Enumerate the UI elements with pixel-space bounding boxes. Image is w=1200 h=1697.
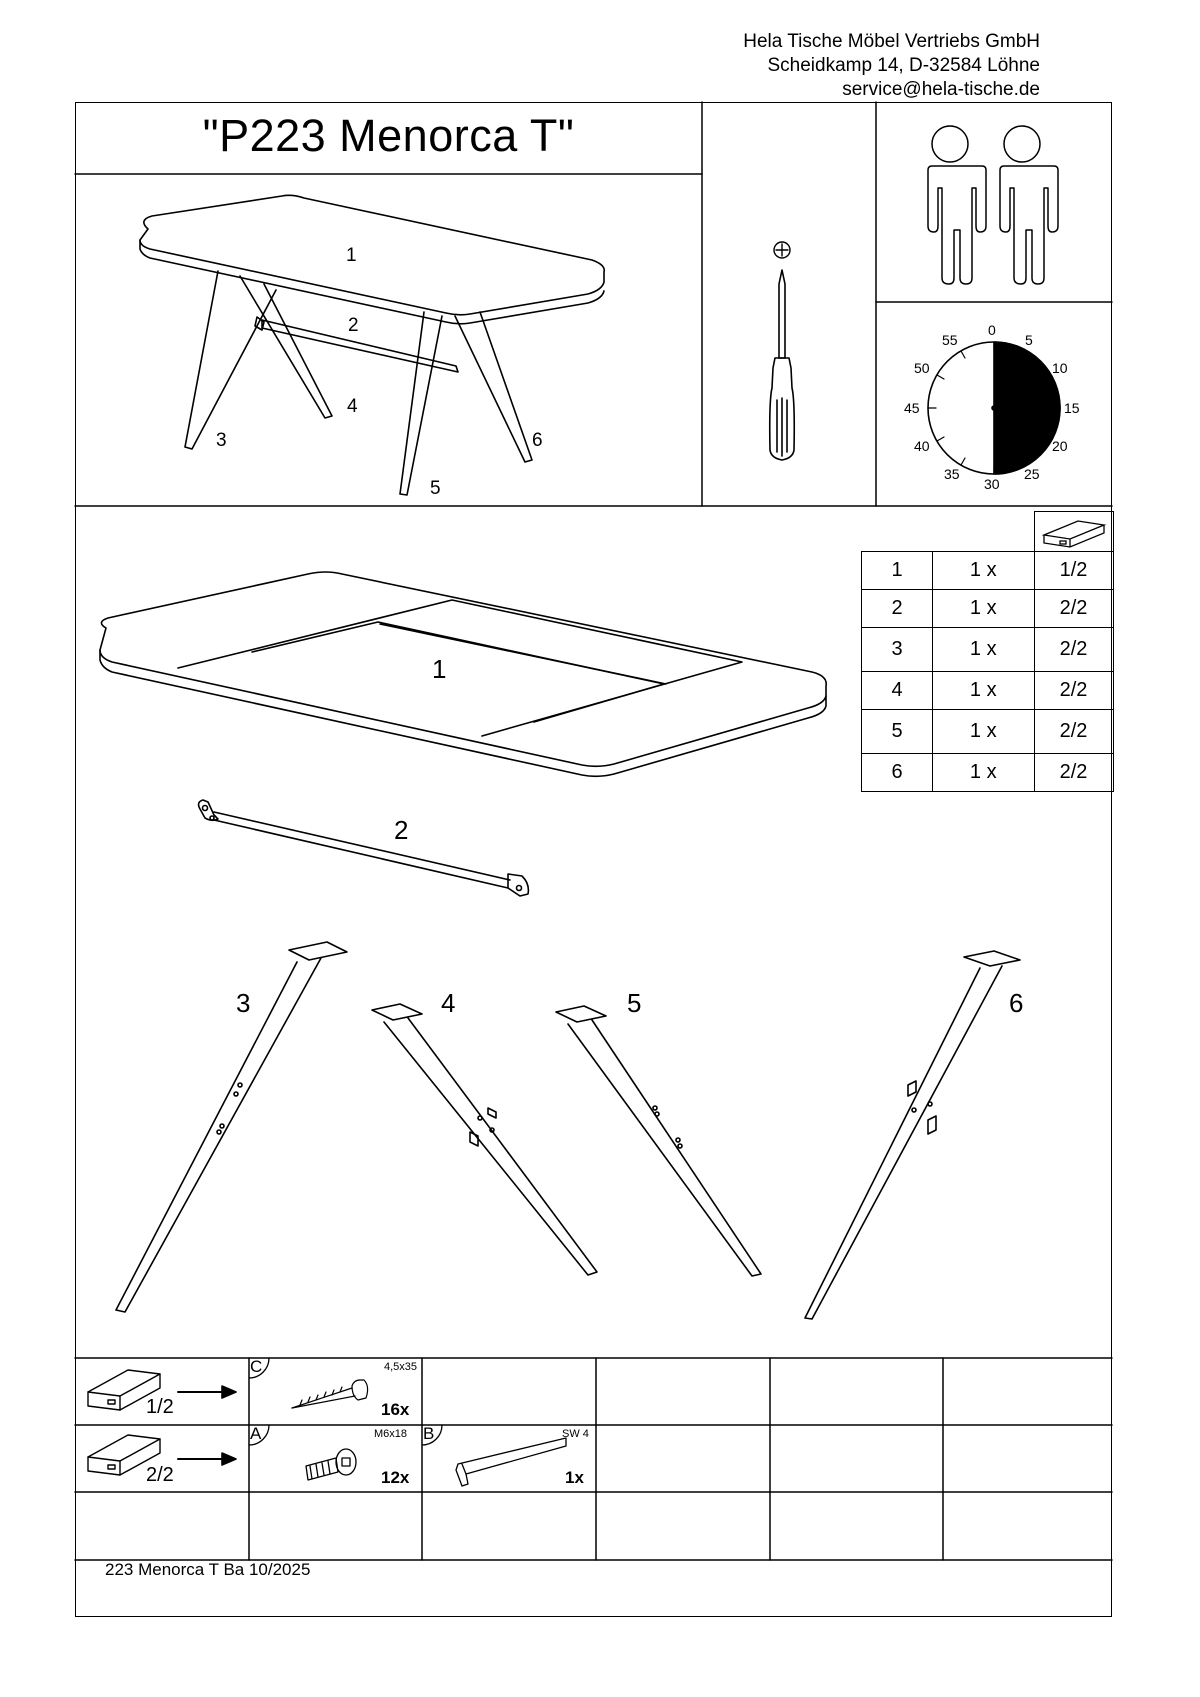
parts-table bbox=[861, 511, 1114, 792]
part-label-4: 4 bbox=[441, 988, 456, 1018]
part-label-3: 3 bbox=[236, 988, 251, 1018]
hardware-code-c: 4,5x35 bbox=[384, 1361, 418, 1373]
parts-row-part: 6 bbox=[862, 754, 933, 792]
hardware-code-a: M6x18 bbox=[374, 1428, 408, 1440]
timer-min-20: 20 bbox=[1052, 438, 1068, 454]
parts-row-box: 2/2 bbox=[1034, 628, 1113, 672]
timer-min-5: 5 bbox=[1025, 332, 1033, 348]
overview-label-1: 1 bbox=[346, 245, 357, 266]
parts-row-qty: 1 x bbox=[933, 628, 1035, 672]
leg-4-drawing bbox=[372, 1004, 597, 1275]
parts-row-box: 1/2 bbox=[1034, 552, 1113, 590]
hardware-code-b: SW 4 bbox=[562, 1428, 589, 1440]
hardware-qty-b: 1x bbox=[565, 1468, 584, 1487]
parts-row-qty: 1 x bbox=[933, 590, 1035, 628]
timer-min-40: 40 bbox=[914, 438, 930, 454]
timer-min-35: 35 bbox=[944, 466, 960, 482]
hardware-qty-c: 16x bbox=[381, 1400, 410, 1419]
parts-row bbox=[862, 754, 1114, 792]
timer-min-15: 15 bbox=[1064, 400, 1080, 416]
overview-label-5: 5 bbox=[430, 478, 441, 499]
parts-table-box-header bbox=[1034, 512, 1113, 552]
box-icon bbox=[1036, 513, 1112, 551]
parts-row bbox=[862, 672, 1114, 710]
part-label-2: 2 bbox=[394, 815, 409, 845]
overview-label-4: 4 bbox=[347, 396, 358, 417]
arrow-2-icon bbox=[178, 1453, 236, 1465]
allen-key-icon bbox=[456, 1438, 566, 1486]
parts-row-box: 2/2 bbox=[1034, 590, 1113, 628]
parts-row-part: 4 bbox=[862, 672, 933, 710]
parts-row bbox=[862, 710, 1114, 754]
part-label-6: 6 bbox=[1009, 988, 1024, 1018]
tabletop-part-drawing bbox=[100, 572, 826, 776]
leg-6-drawing bbox=[805, 951, 1020, 1319]
part-label-5: 5 bbox=[627, 988, 642, 1018]
wood-screw-icon bbox=[292, 1380, 368, 1408]
parts-row bbox=[862, 628, 1114, 672]
timer-min-50: 50 bbox=[914, 360, 930, 376]
two-persons-icon bbox=[928, 126, 1058, 284]
company-name: Hela Tische Möbel Vertriebs GmbH bbox=[743, 31, 1040, 52]
box-2-label: 2/2 bbox=[146, 1464, 174, 1486]
parts-row-qty: 1 x bbox=[933, 710, 1035, 754]
document-footer: 223 Menorca T Ba 10/2025 bbox=[105, 1560, 311, 1579]
hardware-letter-c: C bbox=[250, 1357, 263, 1376]
screwdriver-icon bbox=[770, 242, 795, 460]
parts-row-part: 3 bbox=[862, 628, 933, 672]
hardware-qty-a: 12x bbox=[381, 1468, 410, 1487]
parts-row bbox=[862, 590, 1114, 628]
hardware-letter-b: B bbox=[423, 1424, 435, 1443]
parts-row-qty: 1 x bbox=[933, 754, 1035, 792]
parts-row-box: 2/2 bbox=[1034, 754, 1113, 792]
parts-row bbox=[862, 552, 1114, 590]
overview-label-3: 3 bbox=[216, 430, 227, 451]
leg-3-drawing bbox=[116, 942, 347, 1312]
company-email: service@hela-tische.de bbox=[842, 79, 1040, 100]
parts-row-part: 1 bbox=[862, 552, 933, 590]
parts-row-qty: 1 x bbox=[933, 672, 1035, 710]
box-1-label: 1/2 bbox=[146, 1396, 174, 1418]
company-address: Scheidkamp 14, D-32584 Löhne bbox=[767, 55, 1040, 76]
timer-min-55: 55 bbox=[942, 332, 958, 348]
product-title: "P223 Menorca T" bbox=[202, 110, 575, 161]
bolt-icon bbox=[306, 1449, 356, 1480]
overview-label-2: 2 bbox=[348, 315, 359, 336]
arrow-1-icon bbox=[178, 1386, 236, 1398]
parts-row-box: 2/2 bbox=[1034, 710, 1113, 754]
parts-row-part: 2 bbox=[862, 590, 933, 628]
parts-row-box: 2/2 bbox=[1034, 672, 1113, 710]
stretcher-part-drawing bbox=[199, 800, 529, 896]
overview-label-6: 6 bbox=[532, 430, 543, 451]
parts-row-part: 5 bbox=[862, 710, 933, 754]
timer-min-0: 0 bbox=[988, 322, 996, 338]
timer-clock-icon bbox=[928, 342, 1060, 474]
timer-min-10: 10 bbox=[1052, 360, 1068, 376]
part-label-1: 1 bbox=[432, 654, 447, 684]
hardware-letter-a: A bbox=[250, 1424, 262, 1443]
timer-min-45: 45 bbox=[904, 400, 920, 416]
timer-min-30: 30 bbox=[984, 476, 1000, 492]
leg-5-drawing bbox=[556, 1006, 761, 1276]
parts-row-qty: 1 x bbox=[933, 552, 1035, 590]
timer-min-25: 25 bbox=[1024, 466, 1040, 482]
